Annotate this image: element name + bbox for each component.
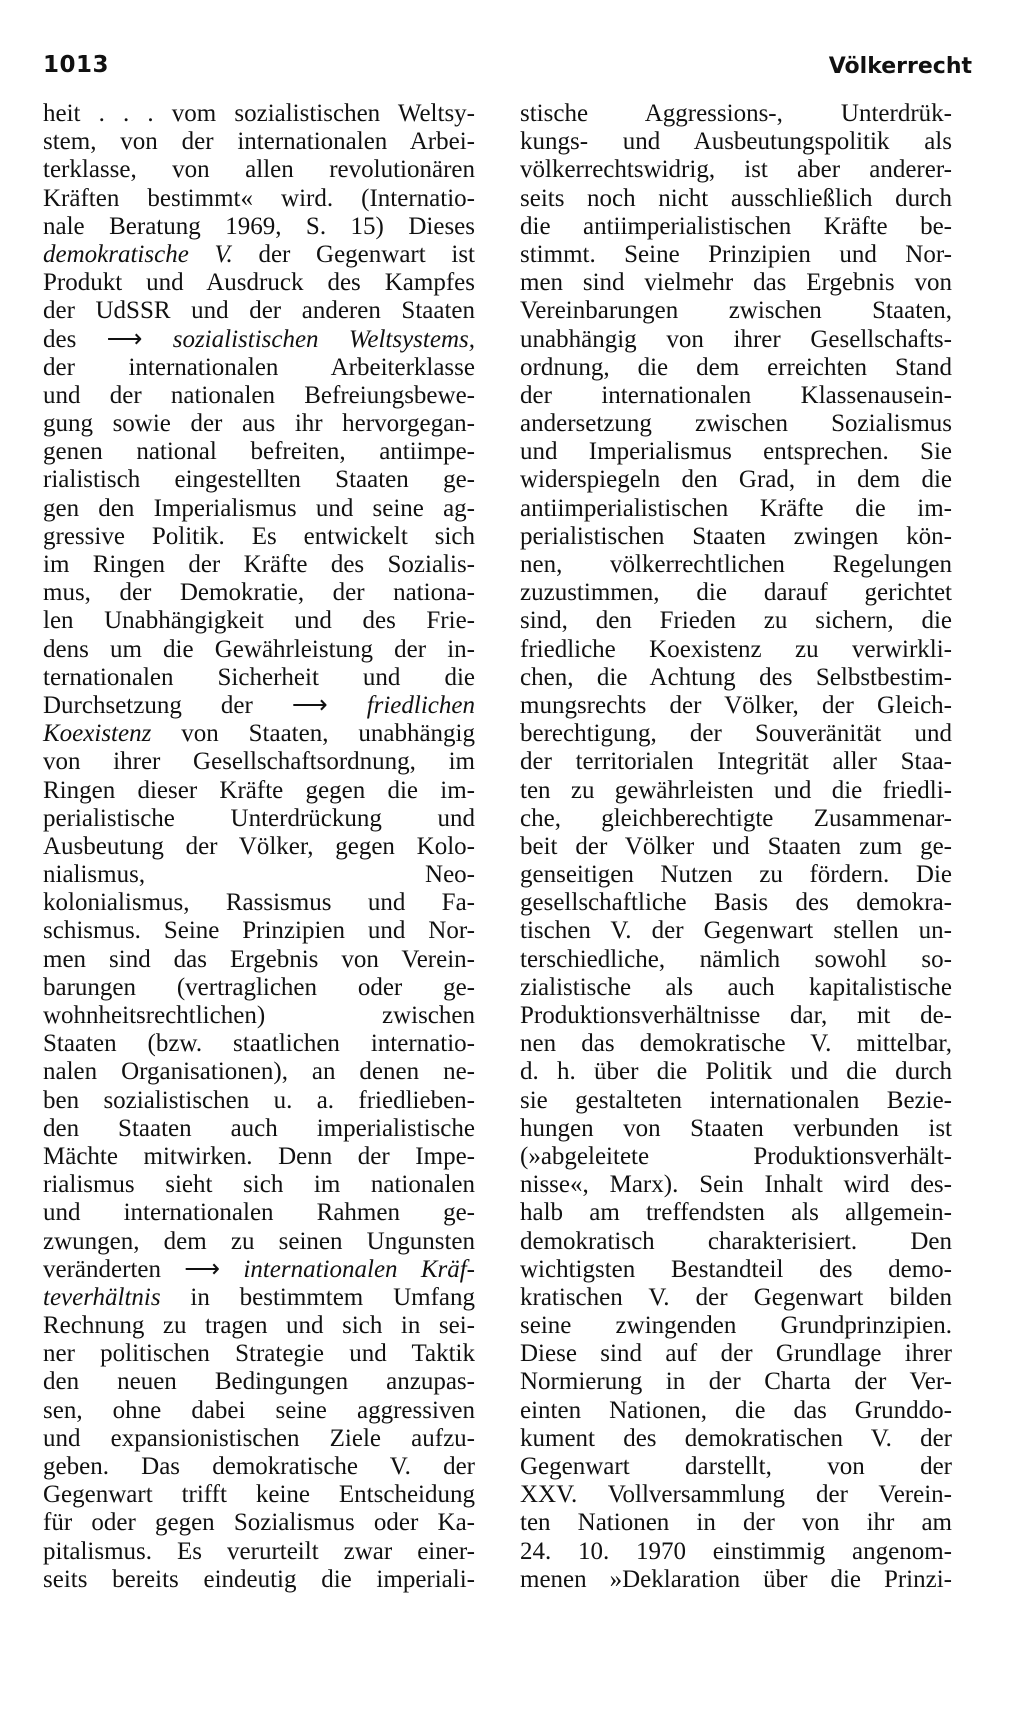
text-segment: und expansionistischen Ziele aufzu- <box>43 1424 475 1452</box>
text-segment: 24. 10. 1970 einstimmig angenom- <box>520 1537 952 1565</box>
text-segment: seits bereits eindeutig die imperiali- <box>43 1565 475 1593</box>
text-segment: chen, die Achtung des Selbstbestim- <box>520 663 952 691</box>
text-segment: veränderten ⟶ <box>43 1255 244 1283</box>
text-line <box>43 1199 475 1227</box>
text-line <box>520 664 952 692</box>
italic-term: demokratische V. <box>43 240 233 268</box>
text-segment: kratischen V. der Gegenwart bilden <box>520 1283 952 1311</box>
text-line <box>43 1312 475 1340</box>
text-line <box>43 156 475 184</box>
italic-term: Koexistenz <box>43 720 152 748</box>
text-line <box>520 833 952 861</box>
text-line <box>43 1030 475 1058</box>
text-line <box>520 1340 952 1368</box>
text-segment: die antiimperialistischen Kräfte be- <box>520 212 952 240</box>
text-line <box>43 495 475 523</box>
text-segment: ben sozialistischen u. a. friedlieben- <box>43 1086 475 1114</box>
text-line <box>43 720 475 748</box>
text-line <box>43 128 475 156</box>
text-segment: und der nationalen Befreiungsbewe- <box>43 381 475 409</box>
text-segment: ternationalen Sicherheit und die <box>43 663 475 691</box>
text-line <box>520 269 952 297</box>
text-segment: nen das demokratische V. mittelbar, <box>520 1030 952 1058</box>
text-segment: stimmt. Seine Prinzipien und Nor- <box>520 240 952 268</box>
text-segment: schismus. Seine Prinzipien und Nor- <box>43 917 475 945</box>
text-line <box>520 1030 952 1058</box>
text-segment: kolonialismus, Rassismus und Fa- <box>43 889 475 917</box>
text-line <box>43 1538 475 1566</box>
text-segment: wohnheitsrechtlichen) zwischen <box>43 1002 475 1029</box>
text-line <box>43 1397 475 1425</box>
text-segment: der Gegenwart ist <box>232 240 475 268</box>
text-segment: nialismus, Neo- <box>43 861 475 889</box>
text-line <box>520 1397 952 1425</box>
text-segment: der territorialen Integrität aller Staa- <box>520 748 952 776</box>
text-segment: Mächte mitwirken. Denn der Impe- <box>43 1142 475 1170</box>
text-line <box>43 917 475 945</box>
text-segment: len Unabhängigkeit und des Frie- <box>43 607 475 635</box>
text-line <box>520 889 952 917</box>
text-segment: unabhängig von ihrer Gesellschafts- <box>520 325 952 353</box>
text-segment: den neuen Bedingungen anzupas- <box>43 1368 475 1396</box>
text-line <box>43 354 475 382</box>
text-segment: Diese sind auf der Grundlage ihrer <box>520 1340 952 1368</box>
text-segment: sen, ohne dabei seine aggressiven <box>43 1396 475 1424</box>
text-segment: Staaten (bzw. staatlichen internatio- <box>43 1030 475 1058</box>
text-segment: gesellschaftliche Basis des demokra- <box>520 889 952 917</box>
italic-term: sozialistischen Weltsystems, <box>172 325 475 353</box>
text-segment: nisse«, Marx). Sein Inhalt wird des- <box>520 1171 952 1199</box>
text-segment: gressive Politik. Es entwickelt sich <box>43 522 475 550</box>
text-segment: demokratisch charakterisiert. Den <box>520 1227 952 1255</box>
text-segment: dens um die Gewährleistung der in- <box>43 635 475 663</box>
text-segment: kungs- und Ausbeutungspolitik als <box>520 128 952 156</box>
text-line <box>520 241 952 269</box>
text-line <box>43 1566 475 1594</box>
text-line <box>520 551 952 579</box>
text-segment: Vereinbarungen zwischen Staaten, <box>520 297 952 325</box>
text-line <box>43 664 475 692</box>
text-segment: d. h. über die Politik und die durch <box>520 1058 952 1086</box>
text-line <box>520 354 952 382</box>
page-number: 1013 <box>43 52 110 78</box>
text-segment: ordnung, die dem erreichten Stand <box>520 353 952 381</box>
text-segment: Gegenwart darstellt, von der <box>520 1453 952 1480</box>
text-line <box>520 1368 952 1396</box>
right-text-column <box>520 100 952 1594</box>
text-line <box>43 692 475 720</box>
text-line <box>43 833 475 861</box>
text-line <box>520 382 952 410</box>
text-line <box>520 1143 952 1171</box>
text-segment: von ihrer Gesellschaftsordnung, im <box>43 748 475 776</box>
text-segment: Ringen dieser Kräfte gegen die im- <box>43 776 475 804</box>
text-segment: in bestimmtem Umfang <box>160 1283 475 1311</box>
text-line <box>43 1228 475 1256</box>
text-line <box>520 1256 952 1284</box>
text-line <box>43 636 475 664</box>
text-line <box>43 889 475 917</box>
text-segment: rialismus sieht sich im nationalen <box>43 1171 475 1199</box>
text-segment: und Imperialismus entsprechen. Sie <box>520 438 952 466</box>
text-line <box>43 861 475 889</box>
text-segment: im Ringen der Kräfte des Sozialis- <box>43 551 475 578</box>
text-line <box>520 410 952 438</box>
text-segment: pitalismus. Es verurteilt zwar einer- <box>43 1537 475 1565</box>
running-title: Völkerrecht <box>828 54 972 79</box>
text-line <box>43 1171 475 1199</box>
text-segment: andersetzung zwischen Sozialismus <box>520 410 952 438</box>
text-line <box>43 241 475 269</box>
text-line <box>520 326 952 354</box>
text-line <box>520 1087 952 1115</box>
text-segment: rialistisch eingestellten Staaten ge- <box>43 466 475 494</box>
text-segment: und internationalen Rahmen ge- <box>43 1199 475 1227</box>
text-segment: zwungen, dem zu seinen Ungunsten <box>43 1227 475 1255</box>
text-line <box>520 1002 952 1030</box>
text-segment: friedliche Koexistenz zu verwirkli- <box>520 635 952 663</box>
text-line <box>43 1481 475 1509</box>
text-line <box>520 185 952 213</box>
italic-term: friedlichen <box>366 691 475 719</box>
text-segment: für oder gegen Sozialismus oder Ka- <box>43 1509 475 1537</box>
text-line <box>43 185 475 213</box>
text-line <box>520 974 952 1002</box>
text-line <box>43 1115 475 1143</box>
text-line <box>520 946 952 974</box>
text-segment: ner politischen Strategie und Taktik <box>43 1340 475 1368</box>
text-line <box>520 636 952 664</box>
text-segment: antiimperialistischen Kräfte die im- <box>520 494 952 522</box>
text-line <box>43 297 475 325</box>
text-segment: menen »Deklaration über die Prinzi- <box>520 1565 952 1593</box>
text-line <box>43 974 475 1002</box>
text-segment: der internationalen Arbeiterklasse <box>43 353 475 381</box>
text-segment: seine zwingenden Grundprinzipien. <box>520 1312 952 1340</box>
text-segment: sie gestalteten internationalen Bezie- <box>520 1086 952 1114</box>
text-segment: Normierung in der Charta der Ver- <box>520 1368 952 1396</box>
text-line <box>43 607 475 635</box>
text-segment: terklasse, von allen revolutionären <box>43 156 475 184</box>
text-line <box>520 1171 952 1199</box>
text-line <box>43 1509 475 1537</box>
text-segment: Rechnung zu tragen und sich in sei- <box>43 1312 475 1340</box>
text-segment: hungen von Staaten verbunden ist <box>520 1114 952 1142</box>
text-segment: Kräften bestimmt« wird. (Internatio- <box>43 184 475 212</box>
text-line <box>43 100 475 128</box>
text-line <box>520 777 952 805</box>
text-line <box>520 579 952 607</box>
text-segment: gen den Imperialismus und seine ag- <box>43 494 475 522</box>
text-segment: Produkt und Ausdruck des Kampfes <box>43 269 475 297</box>
text-line <box>520 805 952 833</box>
text-line <box>520 128 952 156</box>
text-line <box>43 1453 475 1481</box>
text-line <box>520 100 952 128</box>
text-segment: widerspiegeln den Grad, in dem die <box>520 466 952 494</box>
text-line <box>43 523 475 551</box>
text-line <box>520 466 952 494</box>
text-line <box>520 692 952 720</box>
text-line <box>43 1256 475 1284</box>
text-line <box>520 1312 952 1340</box>
text-line <box>43 326 475 354</box>
text-segment: tischen V. der Gegenwart stellen un- <box>520 917 952 945</box>
text-segment: halb am treffendsten als allgemein- <box>520 1199 952 1227</box>
text-segment: che, gleichberechtigte Zusammenar- <box>520 804 952 832</box>
text-line <box>520 1058 952 1086</box>
text-segment: seits noch nicht ausschließlich durch <box>520 184 952 212</box>
text-segment: des ⟶ <box>43 325 173 353</box>
text-segment: genen national befreiten, antiimpe- <box>43 438 475 466</box>
text-line <box>43 1284 475 1312</box>
text-segment: nalen Organisationen), an denen ne- <box>43 1058 475 1086</box>
text-segment: XXV. Vollversammlung der Verein- <box>520 1481 952 1509</box>
text-line <box>43 382 475 410</box>
text-segment: men sind das Ergebnis von Verein- <box>43 945 475 973</box>
text-line <box>43 466 475 494</box>
text-line <box>520 1481 952 1509</box>
text-segment: perialistischen Staaten zwingen kön- <box>520 522 952 550</box>
text-segment: sind, den Frieden zu sichern, die <box>520 607 952 635</box>
text-line <box>43 579 475 607</box>
text-line <box>43 946 475 974</box>
text-line <box>520 1228 952 1256</box>
italic-term: teverhältnis <box>43 1283 161 1311</box>
text-line <box>520 1453 952 1481</box>
text-segment: einten Nationen, die das Grunddo- <box>520 1396 952 1424</box>
text-segment: Ausbeutung der Völker, gegen Kolo- <box>43 832 475 860</box>
text-segment: heit . . . vom sozialistischen Weltsy- <box>43 100 475 127</box>
text-segment: geben. Das demokratische V. der <box>43 1453 475 1480</box>
text-line <box>520 748 952 776</box>
text-line <box>520 156 952 184</box>
text-line <box>43 1058 475 1086</box>
text-segment: men sind vielmehr das Ergebnis von <box>520 269 952 297</box>
text-line <box>43 438 475 466</box>
text-segment: Durchsetzung der ⟶ <box>43 691 367 719</box>
text-segment: berechtigung, der Souveränität und <box>520 720 952 748</box>
text-segment: nen, völkerrechtlichen Regelungen <box>520 551 952 578</box>
text-line <box>520 1566 952 1594</box>
text-segment: ten zu gewährleisten und die friedli- <box>520 776 952 804</box>
text-line <box>520 917 952 945</box>
text-segment: völkerrechtswidrig, ist aber anderer- <box>520 156 952 184</box>
text-segment: gung sowie der aus ihr hervorgegan- <box>43 410 475 438</box>
text-segment: terschiedliche, nämlich sowohl so- <box>520 945 952 973</box>
text-line <box>43 1425 475 1453</box>
text-segment: der UdSSR und der anderen Staaten <box>43 297 475 325</box>
text-segment: den Staaten auch imperialistische <box>43 1114 475 1142</box>
text-line <box>43 748 475 776</box>
text-segment: perialistische Unterdrückung und <box>43 804 475 832</box>
text-line <box>520 523 952 551</box>
text-segment: genseitigen Nutzen zu fördern. Die <box>520 861 952 889</box>
text-line <box>520 297 952 325</box>
text-segment: nale Beratung 1969, S. 15) Dieses <box>43 212 475 240</box>
text-segment: wichtigsten Bestandteil des demo- <box>520 1255 952 1283</box>
text-segment: zialistische als auch kapitalistische <box>520 973 952 1001</box>
text-line <box>520 1425 952 1453</box>
text-segment: der internationalen Klassenausein- <box>520 381 952 409</box>
text-line <box>43 1143 475 1171</box>
text-segment: Produktionsverhältnisse dar, mit de- <box>520 1002 952 1029</box>
text-line <box>43 1087 475 1115</box>
text-line <box>43 1368 475 1396</box>
text-line <box>520 1284 952 1312</box>
text-segment: Gegenwart trifft keine Entscheidung <box>43 1481 475 1509</box>
text-segment: (»abgeleitete Produktionsverhält- <box>520 1142 952 1170</box>
text-line <box>43 410 475 438</box>
text-line <box>520 1509 952 1537</box>
text-segment: zuzustimmen, die darauf gerichtet <box>520 579 952 607</box>
text-segment: stem, von der internationalen Arbei- <box>43 128 475 156</box>
text-line <box>520 438 952 466</box>
text-line <box>520 720 952 748</box>
text-segment: ten Nationen in der von ihr am <box>520 1509 952 1537</box>
text-line <box>43 551 475 579</box>
text-segment: stische Aggressions-, Unterdrük- <box>520 100 952 127</box>
italic-term: internationalen Kräf- <box>243 1255 475 1283</box>
text-line <box>43 805 475 833</box>
text-line <box>520 495 952 523</box>
text-line <box>43 1340 475 1368</box>
text-line <box>520 607 952 635</box>
text-line <box>520 213 952 241</box>
text-line <box>520 1199 952 1227</box>
text-line <box>43 777 475 805</box>
text-segment: von Staaten, unabhängig <box>151 720 475 748</box>
text-segment: kument des demokratischen V. der <box>520 1424 952 1452</box>
text-line <box>520 1115 952 1143</box>
text-segment: mus, der Demokratie, der nationa- <box>43 579 475 607</box>
text-segment: mungsrechts der Völker, der Gleich- <box>520 691 952 719</box>
text-line <box>43 269 475 297</box>
left-text-column <box>43 100 475 1594</box>
text-segment: barungen (vertraglichen oder ge- <box>43 973 475 1001</box>
text-segment: beit der Völker und Staaten zum ge- <box>520 832 952 860</box>
text-line <box>43 213 475 241</box>
text-line <box>43 1002 475 1030</box>
text-line <box>520 861 952 889</box>
text-line <box>520 1538 952 1566</box>
